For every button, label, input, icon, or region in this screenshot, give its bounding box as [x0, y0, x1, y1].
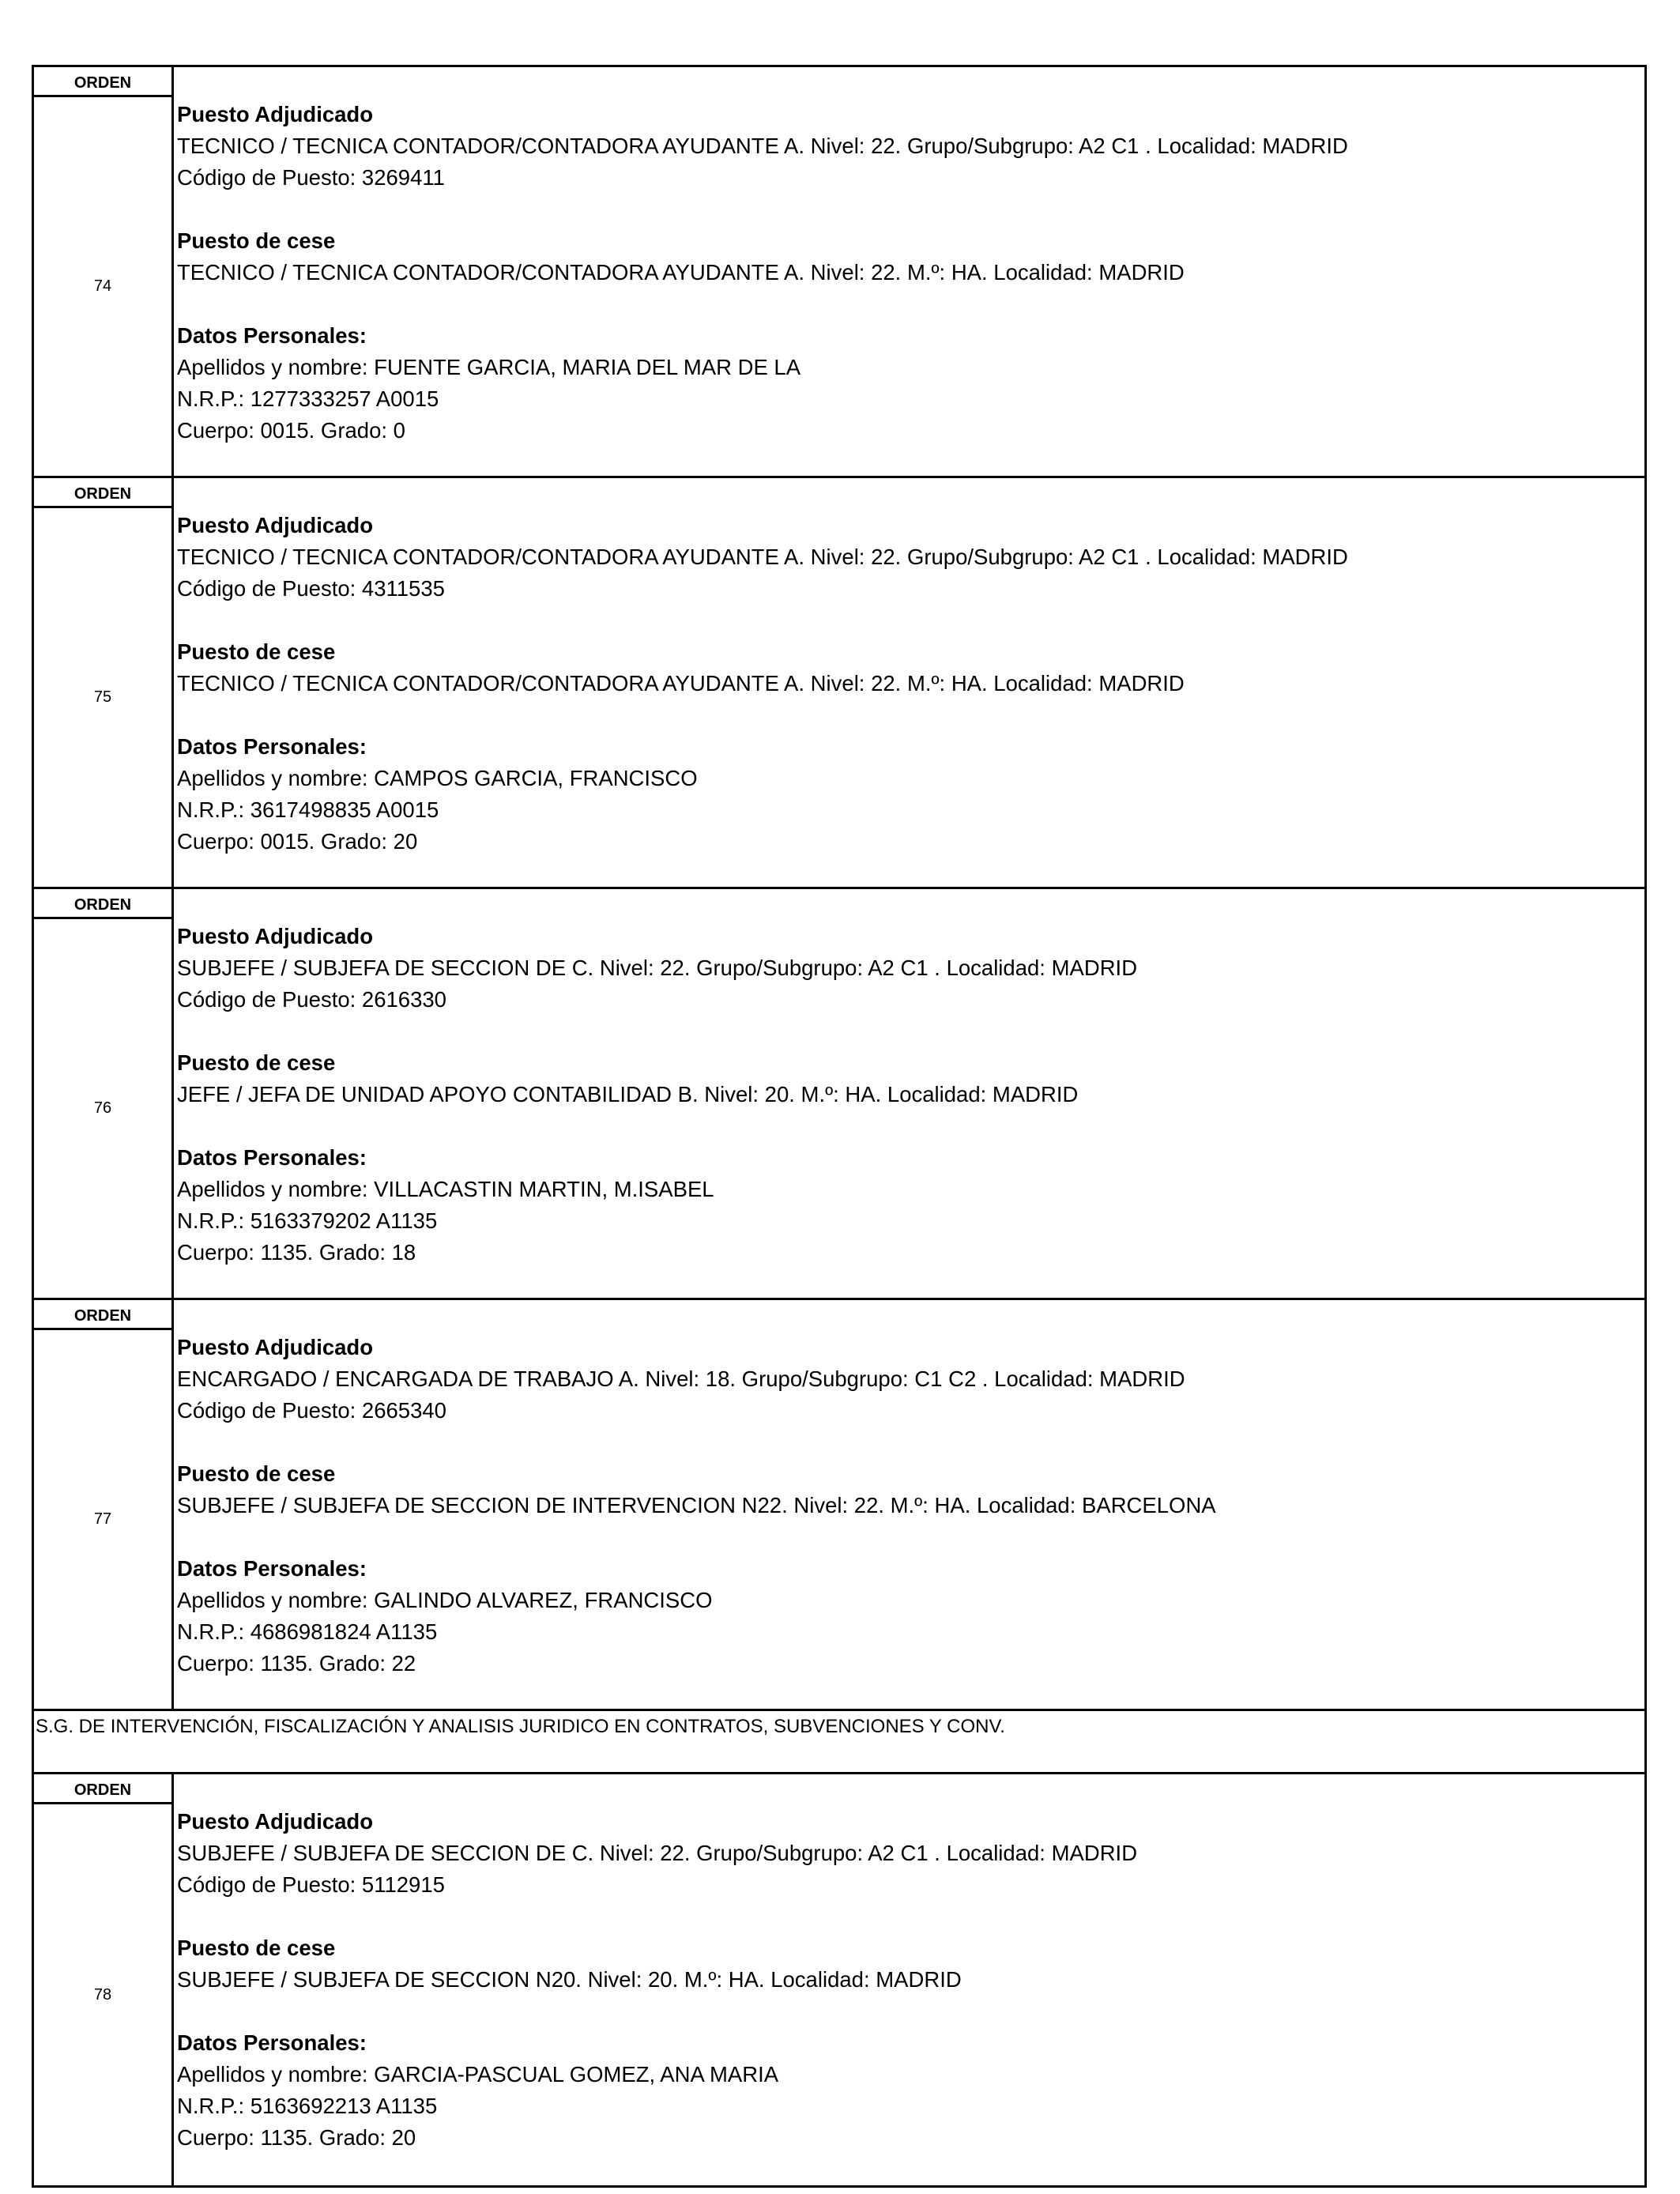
cuerpo-grado: Cuerpo: 1135. Grado: 20	[177, 2125, 416, 2150]
nrp: N.R.P.: 4686981824 A1135	[177, 1619, 438, 1644]
datos-personales-title: Datos Personales:	[177, 1556, 367, 1581]
puesto-adjudicado-desc: SUBJEFE / SUBJEFA DE SECCION DE C. Nivel: 22. Grupo/Subgrupo: A2 C1 . Localidad: MADRID	[177, 956, 1138, 980]
entry-77	[34, 1300, 1644, 1711]
orden-label: ORDEN	[34, 1774, 171, 1804]
orden-label: ORDEN	[34, 889, 171, 919]
puesto-adjudicado-title: Puesto Adjudicado	[177, 102, 374, 126]
entry-76	[34, 889, 1644, 1300]
datos-personales-title: Datos Personales:	[177, 734, 367, 759]
entry-content	[174, 889, 1644, 1298]
apellidos-nombre: Apellidos y nombre: FUENTE GARCIA, MARIA DEL MAR DE LA	[177, 355, 801, 379]
codigo-puesto: Código de Puesto: 4311535	[177, 576, 445, 601]
orden-number: 74	[93, 277, 112, 295]
puesto-cese-title: Puesto de cese	[177, 1050, 336, 1075]
datos-personales-title: Datos Personales:	[177, 2030, 367, 2055]
nrp: N.R.P.: 5163692213 A1135	[177, 2094, 438, 2118]
nrp: N.R.P.: 5163379202 A1135	[177, 1208, 438, 1233]
codigo-puesto: Código de Puesto: 2665340	[177, 1398, 446, 1423]
cuerpo-grado: Cuerpo: 0015. Grado: 20	[177, 829, 418, 854]
orden-number: 78	[93, 1985, 112, 2004]
datos-personales-title: Datos Personales:	[177, 1145, 367, 1170]
puesto-adjudicado-desc: TECNICO / TECNICA CONTADOR/CONTADORA AYUDANTE A. Nivel: 22. Grupo/Subgrupo: A2 C1 . Localidad: MADRID	[177, 134, 1348, 158]
puesto-cese-title: Puesto de cese	[177, 1461, 336, 1486]
codigo-puesto: Código de Puesto: 5112915	[177, 1872, 445, 1897]
orden-column	[34, 1774, 174, 2185]
cuerpo-grado: Cuerpo: 1135. Grado: 18	[177, 1240, 416, 1265]
puesto-adjudicado-desc: TECNICO / TECNICA CONTADOR/CONTADORA AYUDANTE A. Nivel: 22. Grupo/Subgrupo: A2 C1 . Localidad: MADRID	[177, 545, 1348, 569]
puesto-adjudicado-title: Puesto Adjudicado	[177, 513, 374, 537]
cuerpo-grado: Cuerpo: 1135. Grado: 22	[177, 1651, 416, 1676]
puesto-adjudicado-title: Puesto Adjudicado	[177, 1809, 374, 1834]
codigo-puesto: Código de Puesto: 2616330	[177, 987, 446, 1012]
entry-content	[174, 1774, 1644, 2185]
orden-column	[34, 1300, 174, 1709]
datos-personales-title: Datos Personales:	[177, 323, 367, 348]
apellidos-nombre: Apellidos y nombre: CAMPOS GARCIA, FRANCISCO	[177, 766, 698, 790]
puesto-adjudicado-desc: SUBJEFE / SUBJEFA DE SECCION DE C. Nivel: 22. Grupo/Subgrupo: A2 C1 . Localidad: MADRID	[177, 1841, 1138, 1865]
apellidos-nombre: Apellidos y nombre: VILLACASTIN MARTIN, M.ISABEL	[177, 1177, 714, 1201]
puesto-cese-desc: JEFE / JEFA DE UNIDAD APOYO CONTABILIDAD B. Nivel: 20. M.º: HA. Localidad: MADRID	[177, 1082, 1079, 1106]
entry-content	[174, 67, 1644, 476]
orden-column	[34, 889, 174, 1298]
apellidos-nombre: Apellidos y nombre: GARCIA-PASCUAL GOMEZ, ANA MARIA	[177, 2062, 779, 2087]
puesto-cese-desc: TECNICO / TECNICA CONTADOR/CONTADORA AYUDANTE A. Nivel: 22. M.º: HA. Localidad: MADRID	[177, 671, 1185, 696]
codigo-puesto: Código de Puesto: 3269411	[177, 165, 445, 190]
orden-label: ORDEN	[34, 478, 171, 508]
nrp: N.R.P.: 1277333257 A0015	[177, 386, 439, 411]
puesto-adjudicado-title: Puesto Adjudicado	[177, 924, 374, 948]
orden-number: 76	[93, 1099, 112, 1117]
apellidos-nombre: Apellidos y nombre: GALINDO ALVAREZ, FRANCISCO	[177, 1588, 713, 1612]
orden-number: 75	[93, 688, 112, 706]
orden-column	[34, 67, 174, 476]
entry-74	[34, 67, 1644, 478]
document-table	[32, 65, 1647, 2188]
orden-label: ORDEN	[34, 1300, 171, 1330]
section-header: S.G. DE INTERVENCIÓN, FISCALIZACIÓN Y ANALISIS JURIDICO EN CONTRATOS, SUBVENCIONES Y CONV.	[34, 1711, 1644, 1774]
entry-78	[34, 1774, 1644, 2185]
orden-column	[34, 478, 174, 887]
puesto-cese-title: Puesto de cese	[177, 1936, 336, 1960]
entry-content	[174, 478, 1644, 887]
puesto-cese-desc: TECNICO / TECNICA CONTADOR/CONTADORA AYUDANTE A. Nivel: 22. M.º: HA. Localidad: MADRID	[177, 260, 1185, 285]
nrp: N.R.P.: 3617498835 A0015	[177, 797, 439, 822]
puesto-adjudicado-title: Puesto Adjudicado	[177, 1335, 374, 1359]
cuerpo-grado: Cuerpo: 0015. Grado: 0	[177, 418, 405, 443]
puesto-cese-desc: SUBJEFE / SUBJEFA DE SECCION DE INTERVENCION N22. Nivel: 22. M.º: HA. Localidad: BARCELONA	[177, 1493, 1216, 1517]
entry-75	[34, 478, 1644, 889]
puesto-cese-desc: SUBJEFE / SUBJEFA DE SECCION N20. Nivel: 20. M.º: HA. Localidad: MADRID	[177, 1967, 962, 1992]
puesto-cese-title: Puesto de cese	[177, 228, 336, 253]
puesto-adjudicado-desc: ENCARGADO / ENCARGADA DE TRABAJO A. Nivel: 18. Grupo/Subgrupo: C1 C2 . Localidad: MADRID	[177, 1367, 1185, 1391]
entry-content	[174, 1300, 1644, 1709]
orden-number: 77	[93, 1510, 112, 1528]
orden-label: ORDEN	[34, 67, 171, 97]
puesto-cese-title: Puesto de cese	[177, 639, 336, 664]
